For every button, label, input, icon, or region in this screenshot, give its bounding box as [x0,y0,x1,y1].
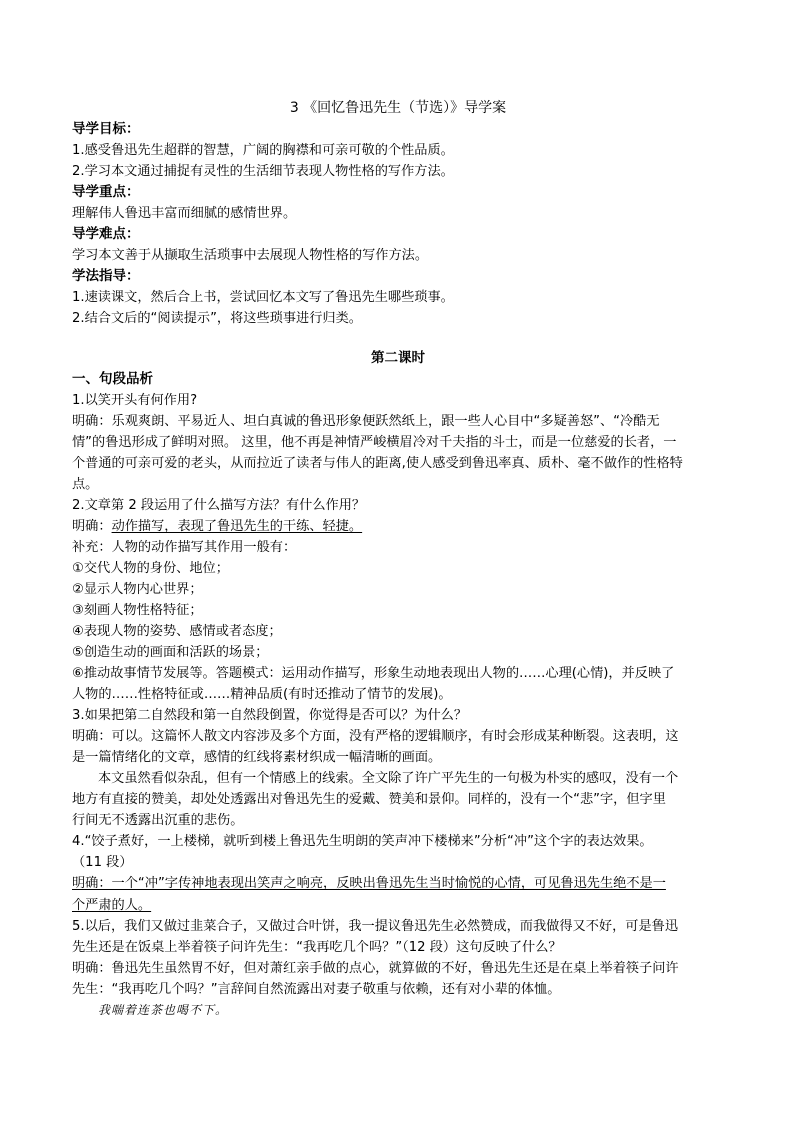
method-item: 2.结合文后的“阅读提示”，将这些琐事进行归类。 [72,311,362,326]
question-2: 2.文章第 2 段运用了什么描写方法？有什么作用？ [72,498,366,513]
section-heading: 一、句段品析 [72,371,153,387]
supplement-item: ③刻画人物性格特征； [72,603,203,618]
answer-3-paragraph: 地方有直接的赞美，却处处透露出对鲁迅先生的爱戴、赞美和景仰。同样的，没有一个“悲”字，但字里 [72,792,666,807]
answer-1-line: 点。 [72,477,99,492]
method-item: 1.速读课文，然后合上书，尝试回忆本文写了鲁迅先生哪些琐事。 [72,290,454,305]
question-3: 3.如果把第二自然段和第一自然段倒置，你觉得是否可以？为什么？ [72,708,468,723]
answer-5-line: 明确：鲁迅先生虽然胃不好，但对萧红亲手做的点心，就算做的不好，鲁迅先生还是在桌上举着筷子问许 [72,961,679,976]
answer-4-line: 个严肃的人。 [72,898,152,913]
question-4: 4.“饺子煮好，一上楼梯，就听到楼上鲁迅先生明朗的笑声冲下楼梯来”分析“冲”这个字的表达效果。 [72,834,653,849]
supplement-item: 人物的……性格特征或……精神品质(有时还推动了情节的发展)。 [72,687,452,702]
key-label: 导学重点： [72,184,140,200]
supplement-text: 补充：人物的动作描写其作用一般有： [72,540,297,555]
supplement-item: ⑤创造生动的画面和活跃的场景； [72,645,269,660]
lesson-title: 第二课时 [371,350,425,366]
question-5: 先生还是在饭桌上举着筷子问许先生：“我再吃几个吗？”（12 段）这句反映了什么？ [72,940,562,955]
answer-3-line: 是一篇情绪化的文章，感情的红线将素材织成一幅清晰的画面。 [72,750,442,765]
answer-2-underlined: 动作描写，表现了鲁迅先生的干练、轻捷。 [111,519,363,534]
answer-4-line: 明确：一个“冲”字传神地表现出笑声之响亮，反映出鲁迅先生当时愉悦的心情，可见鲁迅先生绝不是一 [72,876,666,891]
answer-prefix: 明确： [72,519,112,534]
goal-item: 1.感受鲁迅先生超群的智慧，广阔的胸襟和可亲可敬的个性品质。 [72,143,454,158]
difficulty-text: 学习本文善于从撷取生活琐事中去展现人物性格的写作方法。 [72,248,429,263]
supplement-item: ④表现人物的姿势、感情或者态度； [72,624,282,639]
answer-5-line: 先生：“我再吃几个吗？”言辞间自然流露出对妻子敬重与依赖，还有对小辈的体恤。 [72,982,561,997]
difficulty-label: 导学难点： [72,226,140,242]
question-1: 1.以笑开头有何作用? [72,393,198,408]
answer-3-line: 明确：可以。这篇怀人散文内容涉及多个方面，没有严格的逻辑顺序，有时会形成某种断裂。这表明，这 [72,729,679,744]
answer-3-paragraph: 本文虽然看似杂乱，但有一个情感上的线索。全文除了许广平先生的一句极为朴实的感叹，没有一个 [98,771,679,786]
supplement-item: ⑥推动故事情节发展等。答题模式：运用动作描写，形象生动地表现出人物的……心理(心情)，并反映了 [72,666,675,681]
goal-item: 2.学习本文通过捕捉有灵性的生活细节表现人物性格的写作方法。 [72,164,454,179]
question-5: 5.以后，我们又做过韭菜合子，又做过合叶饼，我一提议鲁迅先生必然赞成，而我做得又不好，可是鲁迅 [72,919,679,934]
method-label: 学法指导： [72,268,140,284]
answer-1-line: 明确：乐观爽朗、平易近人、坦白真诚的鲁迅形象便跃然纸上，跟一些人心目中“多疑善怒”、“冷酷无 [72,414,660,429]
handwritten-note: 我喘着连茶也喝不下。 [98,1003,229,1017]
question-4: （11 段） [72,855,133,870]
key-text: 理解伟人鲁迅丰富而细腻的感情世界。 [72,206,297,221]
answer-3-paragraph: 行间无不透露出沉重的悲伤。 [72,813,244,828]
answer-2 [72,516,724,537]
supplement-item: ②显示人物内心世界； [72,582,203,597]
document-page [72,98,724,1021]
supplement-item: ①交代人物的身份、地位； [72,561,229,576]
goals-label: 导学目标： [72,121,140,137]
answer-1-line: 情”的鲁迅形成了鲜明对照。 这里，他不再是神情严峻横眉冷对千夫指的斗士，而是一位慈爱的长者，一 [72,435,677,450]
answer-1-line: 个普通的可亲可爱的老头，从而拉近了读者与伟人的距离,使人感受到鲁迅率真、质朴、毫不做作的性格特 [72,456,683,471]
document-title: 3 《回忆鲁迅先生（节选）》导学案 [289,100,507,116]
